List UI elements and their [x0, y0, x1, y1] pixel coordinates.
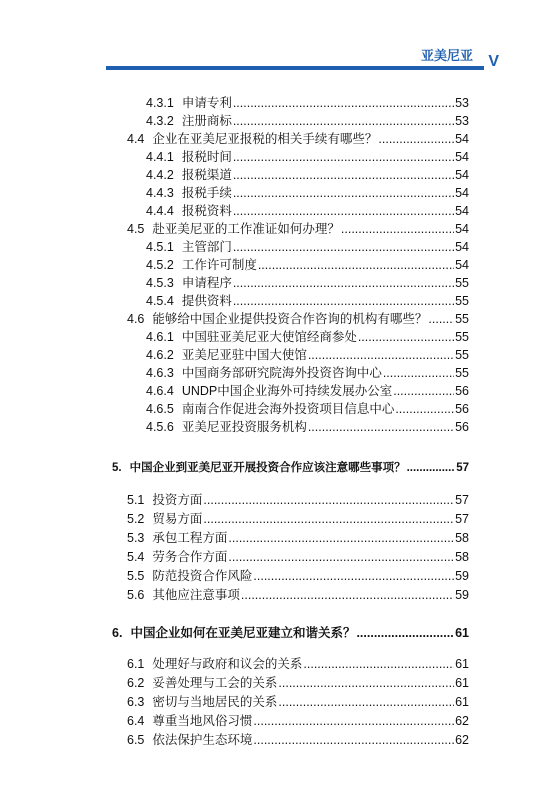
entry-number: 5.	[112, 462, 122, 474]
leader-dots	[233, 274, 454, 292]
leader-dots	[233, 148, 454, 166]
entry-title: 投资方面	[152, 493, 203, 507]
entry-page: 55	[455, 276, 469, 290]
entry-title: 工作许可制度	[181, 258, 257, 272]
toc-entry[interactable]	[127, 674, 469, 692]
toc-entry[interactable]	[127, 510, 469, 528]
entry-number: 6.3	[127, 695, 145, 709]
toc-entry[interactable]	[146, 382, 469, 400]
leader-dots	[378, 130, 454, 148]
entry-page: 54	[455, 168, 469, 182]
entry-page: 55	[455, 348, 469, 362]
entry-number: 6.2	[127, 676, 145, 690]
entry-number: 5.4	[127, 550, 145, 564]
toc-entry[interactable]	[146, 364, 469, 382]
entry-title: 能够给中国企业提供投资合作咨询的机构有哪些？	[152, 312, 428, 326]
entry-title: 劳务合作方面	[152, 550, 228, 564]
entry-title: 依法保护生态环境	[152, 733, 253, 747]
entry-page: 54	[455, 222, 469, 236]
entry-title: 注册商标	[181, 114, 232, 128]
entry-page: 53	[455, 96, 469, 110]
leader-dots	[253, 731, 454, 749]
entry-title: 提供资料	[181, 294, 232, 308]
toc-entry[interactable]	[127, 655, 469, 673]
entry-number: 6.1	[127, 657, 145, 671]
entry-title: 中国企业到亚美尼亚开展投资合作应该注意哪些事项？	[129, 462, 406, 474]
toc-entry[interactable]	[127, 567, 469, 585]
entry-title: 尊重当地风俗习惯	[152, 714, 253, 728]
entry-title: 中国驻亚美尼亚大使馆经商参处	[181, 330, 357, 344]
toc-entry[interactable]	[146, 112, 469, 130]
toc-entry[interactable]	[127, 548, 469, 566]
entry-number: 5.5	[127, 569, 145, 583]
entry-title: 报税渠道	[181, 168, 232, 182]
entry-title: 申请程序	[181, 276, 232, 290]
entry-title: 亚美尼亚投资服务机构	[181, 420, 307, 434]
entry-page: 62	[455, 714, 469, 728]
entry-title: 主管部门	[181, 240, 232, 254]
entry-page: 61	[455, 676, 469, 690]
toc-chapter-5[interactable]	[112, 459, 469, 477]
entry-number: 6.	[112, 626, 123, 640]
leader-dots	[308, 346, 454, 364]
entry-page: 61	[455, 626, 469, 640]
entry-page: 54	[455, 150, 469, 164]
entry-page: 57	[455, 512, 469, 526]
leader-dots	[233, 202, 454, 220]
entry-page: 54	[455, 204, 469, 218]
entry-title: 中国企业如何在亚美尼亚建立和谐关系？	[130, 626, 356, 640]
entry-title: 贸易方面	[152, 512, 203, 526]
entry-number: 4.3.2	[146, 114, 174, 128]
entry-number: 4.5.4	[146, 294, 174, 308]
entry-page: 57	[456, 462, 469, 474]
header-rule	[106, 66, 484, 70]
entry-page: 55	[455, 294, 469, 308]
toc-entry[interactable]	[127, 693, 469, 711]
toc-entry[interactable]	[146, 292, 469, 310]
toc-entry[interactable]	[127, 220, 469, 238]
leader-dots	[383, 364, 454, 382]
toc-entry[interactable]	[146, 94, 469, 112]
leader-dots	[278, 693, 454, 711]
toc-entry[interactable]	[146, 238, 469, 256]
entry-title: 赴亚美尼亚的工作准证如何办理？	[152, 222, 340, 236]
entry-title: 南南合作促进会海外投资项目信息中心	[181, 402, 395, 416]
entry-number: 4.5.3	[146, 276, 174, 290]
entry-number: 4.6.2	[146, 348, 174, 362]
entry-page: 56	[455, 402, 469, 416]
leader-dots	[395, 400, 454, 418]
leader-dots	[241, 586, 454, 604]
toc-entry[interactable]	[146, 274, 469, 292]
entry-page: 55	[455, 330, 469, 344]
entry-title: 防范投资合作风险	[152, 569, 253, 583]
toc-entry[interactable]	[127, 491, 469, 509]
toc-entry[interactable]	[146, 148, 469, 166]
toc-entry[interactable]	[127, 731, 469, 749]
entry-number: 4.6.5	[146, 402, 174, 416]
entry-page: 56	[455, 384, 469, 398]
leader-dots	[303, 655, 454, 673]
leader-dots	[228, 529, 454, 547]
entry-title: 其他应注意事项	[152, 588, 240, 602]
entry-number: 4.6	[127, 312, 145, 326]
entry-number: 5.1	[127, 493, 145, 507]
entry-page: 58	[455, 550, 469, 564]
entry-number: 4.6.1	[146, 330, 174, 344]
entry-number: 5.2	[127, 512, 145, 526]
toc-entry[interactable]	[146, 166, 469, 184]
leader-dots	[253, 567, 454, 585]
entry-title: 报税手续	[181, 186, 232, 200]
entry-number: 4.5	[127, 222, 145, 236]
entry-page: 54	[455, 240, 469, 254]
entry-number: 6.4	[127, 714, 145, 728]
leader-dots	[233, 184, 454, 202]
toc-entry[interactable]	[146, 400, 469, 418]
toc-entry[interactable]	[127, 529, 469, 547]
leader-dots	[233, 166, 454, 184]
entry-number: 4.4.4	[146, 204, 174, 218]
entry-page: 61	[455, 657, 469, 671]
entry-page: 54	[455, 186, 469, 200]
entry-title: 报税资料	[181, 204, 232, 218]
page-number: V	[488, 53, 499, 70]
leader-dots	[203, 510, 454, 528]
entry-title: 处理好与政府和议会的关系	[152, 657, 303, 671]
entry-number: 4.4.2	[146, 168, 174, 182]
leader-dots	[407, 459, 456, 477]
entry-number: 6.5	[127, 733, 145, 747]
entry-page: 61	[455, 695, 469, 709]
entry-number: 4.5.1	[146, 240, 174, 254]
entry-title: 密切与当地居民的关系	[152, 695, 278, 709]
leader-dots	[258, 256, 454, 274]
entry-page: 57	[455, 493, 469, 507]
toc-entry[interactable]	[127, 310, 469, 328]
leader-dots	[356, 624, 454, 642]
entry-number: 4.6.4	[146, 384, 174, 398]
entry-title: 亚美尼亚驻中国大使馆	[181, 348, 307, 362]
entry-number: 4.5.6	[146, 420, 174, 434]
leader-dots	[233, 94, 454, 112]
entry-page: 62	[455, 733, 469, 747]
entry-page: 53	[455, 114, 469, 128]
entry-page: 58	[455, 531, 469, 545]
toc-entry[interactable]	[146, 202, 469, 220]
entry-title: 妥善处理与工会的关系	[152, 676, 278, 690]
leader-dots	[233, 292, 454, 310]
entry-title: UNDP中国企业海外可持续发展办公室	[181, 384, 393, 398]
entry-number: 4.4.1	[146, 150, 174, 164]
entry-title: 承包工程方面	[152, 531, 228, 545]
entry-number: 4.6.3	[146, 366, 174, 380]
leader-dots	[233, 238, 454, 256]
entry-number: 5.3	[127, 531, 145, 545]
leader-dots	[228, 548, 454, 566]
entry-title: 中国商务部研究院海外投资咨询中心	[181, 366, 382, 380]
toc-entry[interactable]	[146, 256, 469, 274]
running-header-title: 亚美尼亚	[420, 48, 473, 63]
entry-page: 54	[455, 132, 469, 146]
entry-page: 56	[455, 420, 469, 434]
entry-title: 企业在亚美尼亚报税的相关手续有哪些？	[152, 132, 378, 146]
toc-entry[interactable]	[146, 184, 469, 202]
leader-dots	[203, 491, 454, 509]
toc-entry[interactable]	[127, 586, 469, 604]
entry-page: 54	[455, 258, 469, 272]
entry-number: 4.3.1	[146, 96, 174, 110]
entry-title: 申请专利	[181, 96, 232, 110]
leader-dots	[341, 220, 454, 238]
entry-title: 报税时间	[181, 150, 232, 164]
entry-number: 5.6	[127, 588, 145, 602]
toc-entry[interactable]	[146, 418, 469, 436]
entry-number: 4.5.2	[146, 258, 174, 272]
toc-chapter-6[interactable]	[112, 624, 469, 642]
leader-dots	[233, 112, 454, 130]
leader-dots	[393, 382, 454, 400]
leader-dots	[428, 310, 454, 328]
entry-number: 4.4.3	[146, 186, 174, 200]
toc-entry[interactable]	[146, 328, 469, 346]
toc-entry[interactable]	[146, 346, 469, 364]
entry-page: 55	[455, 366, 469, 380]
leader-dots	[358, 328, 454, 346]
toc-entry[interactable]	[127, 130, 469, 148]
leader-dots	[278, 674, 454, 692]
leader-dots	[253, 712, 454, 730]
toc-entry[interactable]	[127, 712, 469, 730]
entry-page: 59	[455, 569, 469, 583]
entry-page: 59	[455, 588, 469, 602]
entry-page: 55	[455, 312, 469, 326]
entry-number: 4.4	[127, 132, 145, 146]
leader-dots	[308, 418, 454, 436]
